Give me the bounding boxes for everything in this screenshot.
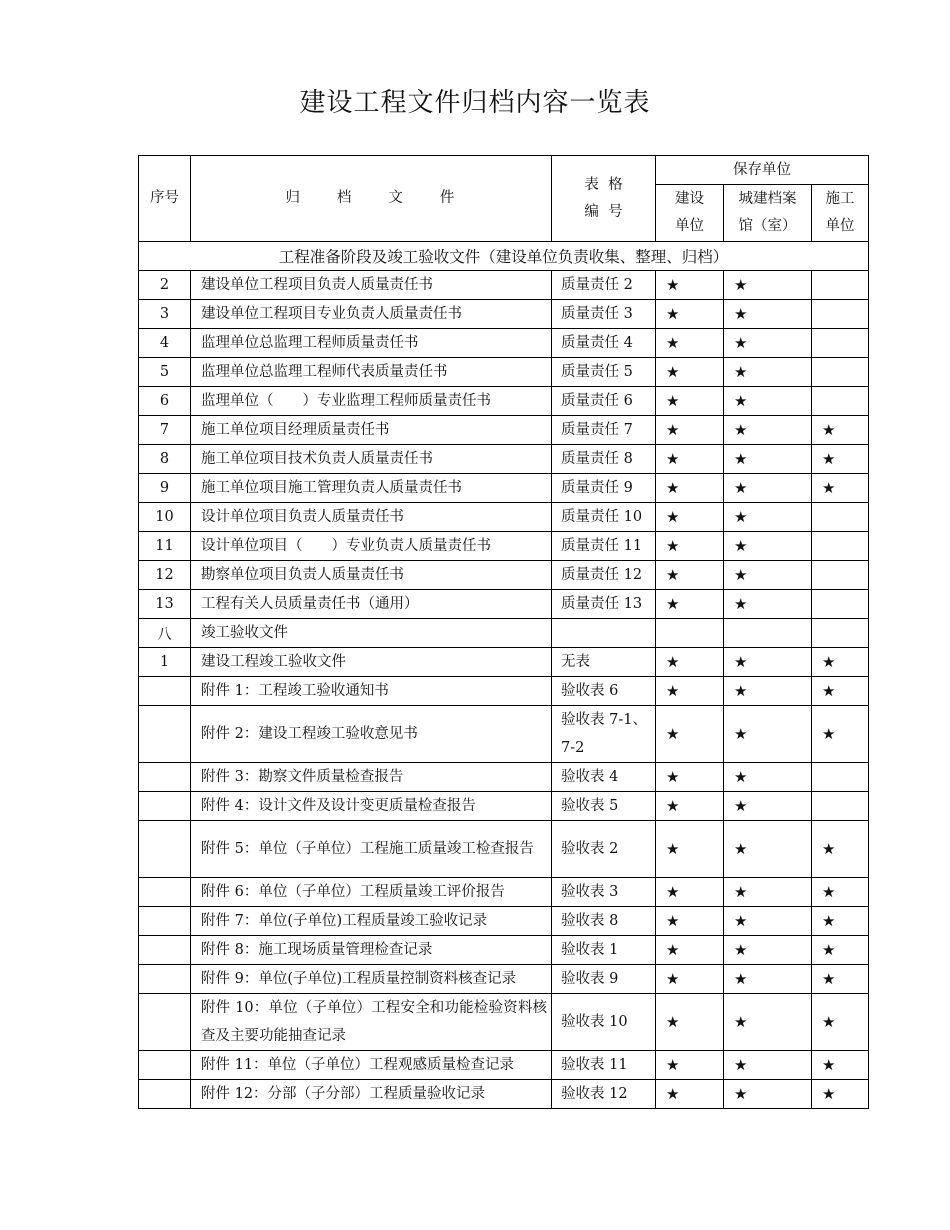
row-owner-star: ★: [656, 763, 724, 792]
table-row: [139, 907, 869, 936]
row-archive-star: ★: [724, 821, 812, 878]
row-owner-star: ★: [656, 532, 724, 561]
row-form-code: 质量责任 10: [552, 503, 656, 532]
row-seq: 10: [139, 503, 191, 532]
section-title-row: 工程准备阶段及竣工验收文件（建设单位负责收集、整理、归档）: [139, 242, 869, 271]
row-archive-star: ★: [724, 358, 812, 387]
table-row: [139, 590, 869, 619]
row-document: 监理单位（ ）专业监理工程师质量责任书: [191, 387, 552, 416]
row-builder-star: ★: [812, 1080, 869, 1109]
row-form-code: 质量责任 4: [552, 329, 656, 358]
row-archive-star: ★: [724, 1080, 812, 1109]
row-document: 建设单位工程项目专业负责人质量责任书: [191, 300, 552, 329]
row-form-code: 验收表 4: [552, 763, 656, 792]
row-document: 附件 12：分部（子分部）工程质量验收记录: [191, 1080, 552, 1109]
row-seq: 11: [139, 532, 191, 561]
row-owner-star: ★: [656, 936, 724, 965]
row-archive-star: ★: [724, 965, 812, 994]
row-form-code: 验收表 5: [552, 792, 656, 821]
header-doc-label: 归 档 文 件: [285, 190, 457, 206]
table-row: [139, 1051, 869, 1080]
row-builder-star: ★: [812, 416, 869, 445]
row-form-code: 无表: [552, 648, 656, 677]
row-document: 附件 7：单位(子单位)工程质量竣工验收记录: [191, 907, 552, 936]
row-builder-star: ★: [812, 936, 869, 965]
row-document: 附件 3：勘察文件质量检查报告: [191, 763, 552, 792]
row-document: 建设工程竣工验收文件: [191, 648, 552, 677]
table-row: [139, 358, 869, 387]
row-builder-star: [812, 329, 869, 358]
row-archive-star: ★: [724, 792, 812, 821]
row-owner-star: ★: [656, 706, 724, 763]
row-form-code: 质量责任 12: [552, 561, 656, 590]
row-form-code: 验收表 9: [552, 965, 656, 994]
row-owner-star: ★: [656, 648, 724, 677]
header-unit-builder-line1: 施工: [825, 191, 855, 207]
row-document: 监理单位总监理工程师代表质量责任书: [191, 358, 552, 387]
row-archive-star: ★: [724, 387, 812, 416]
header-code: [552, 156, 656, 242]
row-owner-star: ★: [656, 387, 724, 416]
row-document: 附件 5：单位（子单位）工程施工质量竣工检查报告: [191, 821, 552, 878]
row-builder-star: [812, 358, 869, 387]
row-builder-star: ★: [812, 648, 869, 677]
row-form-code: 质量责任 8: [552, 445, 656, 474]
row-document: 设计单位项目（ ）专业负责人质量责任书: [191, 532, 552, 561]
header-code-line1: 表 格: [584, 176, 623, 193]
table-row: [139, 271, 869, 300]
row-archive-star: ★: [724, 329, 812, 358]
row-owner-star: ★: [656, 416, 724, 445]
row-archive-star: ★: [724, 532, 812, 561]
row-owner-star: ★: [656, 792, 724, 821]
row-archive-star: ★: [724, 416, 812, 445]
row-document: 附件 1：工程竣工验收通知书: [191, 677, 552, 706]
header-unit-archive-line2: 馆（室）: [738, 218, 797, 234]
table-row: [139, 416, 869, 445]
row-seq: [139, 1051, 191, 1080]
row-seq: [139, 878, 191, 907]
row-owner-star: ★: [656, 300, 724, 329]
row-seq: [139, 1080, 191, 1109]
header-unit-owner: [656, 185, 724, 242]
row-form-code: 验收表 3: [552, 878, 656, 907]
row-form-code: 质量责任 13: [552, 590, 656, 619]
row-seq: 13: [139, 590, 191, 619]
row-builder-star: ★: [812, 965, 869, 994]
row-seq: 12: [139, 561, 191, 590]
row-seq: [139, 936, 191, 965]
row-document: 附件 2：建设工程竣工验收意见书: [191, 706, 552, 763]
table-row: [139, 936, 869, 965]
row-form-code: 质量责任 11: [552, 532, 656, 561]
row-owner-star: ★: [656, 271, 724, 300]
row-seq: 1: [139, 648, 191, 677]
row-document: 工程有关人员质量责任书（通用）: [191, 590, 552, 619]
row-archive-star: [724, 619, 812, 648]
row-document: 附件 6：单位（子单位）工程质量竣工评价报告: [191, 878, 552, 907]
row-archive-star: ★: [724, 590, 812, 619]
header-unit-builder: [812, 185, 869, 242]
row-document: 监理单位总监理工程师质量责任书: [191, 329, 552, 358]
row-form-code: 质量责任 3: [552, 300, 656, 329]
row-owner-star: ★: [656, 677, 724, 706]
row-archive-star: ★: [724, 878, 812, 907]
table-row: [139, 387, 869, 416]
row-document: 设计单位项目负责人质量责任书: [191, 503, 552, 532]
row-archive-star: ★: [724, 474, 812, 503]
row-seq: 八: [139, 619, 191, 648]
row-builder-star: ★: [812, 821, 869, 878]
row-owner-star: ★: [656, 821, 724, 878]
row-archive-star: ★: [724, 1051, 812, 1080]
row-builder-star: [812, 561, 869, 590]
row-owner-star: [656, 619, 724, 648]
row-archive-star: ★: [724, 936, 812, 965]
page-title: 建设工程文件归档内容一览表: [299, 88, 651, 118]
row-form-code: 验收表 8: [552, 907, 656, 936]
row-seq: 6: [139, 387, 191, 416]
row-seq: 9: [139, 474, 191, 503]
row-builder-star: ★: [812, 445, 869, 474]
row-owner-star: ★: [656, 994, 724, 1051]
row-archive-star: ★: [724, 763, 812, 792]
row-owner-star: ★: [656, 329, 724, 358]
header-doc: [191, 156, 552, 242]
row-builder-star: ★: [812, 706, 869, 763]
row-archive-star: ★: [724, 648, 812, 677]
row-archive-star: ★: [724, 994, 812, 1051]
row-form-code: 验收表 10: [552, 994, 656, 1051]
row-builder-star: ★: [812, 907, 869, 936]
row-document: 建设单位工程项目负责人质量责任书: [191, 271, 552, 300]
table-row: [139, 965, 869, 994]
table-row: [139, 329, 869, 358]
row-form-code: 验收表 12: [552, 1080, 656, 1109]
row-builder-star: ★: [812, 474, 869, 503]
row-document: 施工单位项目经理质量责任书: [191, 416, 552, 445]
row-archive-star: ★: [724, 503, 812, 532]
row-form-code: 验收表 7-1、7-2: [552, 706, 656, 763]
row-seq: 3: [139, 300, 191, 329]
row-document: 附件 10：单位（子单位）工程安全和功能检验资料核查及主要功能抽查记录: [191, 994, 552, 1051]
row-archive-star: ★: [724, 561, 812, 590]
header-seq: 序号: [139, 156, 191, 242]
row-document: 附件 4：设计文件及设计变更质量检查报告: [191, 792, 552, 821]
table-row: [139, 706, 869, 763]
row-seq: [139, 706, 191, 763]
row-owner-star: ★: [656, 965, 724, 994]
row-builder-star: [812, 503, 869, 532]
header-storage: 保存单位: [656, 156, 869, 185]
row-document: 施工单位项目施工管理负责人质量责任书: [191, 474, 552, 503]
row-archive-star: ★: [724, 677, 812, 706]
table-row: [139, 878, 869, 907]
table-row: [139, 677, 869, 706]
row-owner-star: ★: [656, 907, 724, 936]
row-owner-star: ★: [656, 474, 724, 503]
row-form-code: 质量责任 6: [552, 387, 656, 416]
row-form-code: [552, 619, 656, 648]
table-row: [139, 300, 869, 329]
row-builder-star: [812, 763, 869, 792]
row-seq: [139, 994, 191, 1051]
row-seq: [139, 821, 191, 878]
row-owner-star: ★: [656, 1080, 724, 1109]
table-row: [139, 474, 869, 503]
row-archive-star: ★: [724, 271, 812, 300]
row-document: 附件 11：单位（子单位）工程观感质量检查记录: [191, 1051, 552, 1080]
header-unit-archive-line1: 城建档案: [738, 191, 797, 207]
table-row: [139, 821, 869, 878]
row-builder-star: ★: [812, 878, 869, 907]
row-form-code: 验收表 11: [552, 1051, 656, 1080]
row-seq: [139, 965, 191, 994]
header-unit-owner-line2: 单位: [675, 218, 704, 234]
row-builder-star: [812, 590, 869, 619]
archive-table: [138, 155, 869, 1109]
row-seq: 2: [139, 271, 191, 300]
row-builder-star: ★: [812, 677, 869, 706]
row-archive-star: ★: [724, 300, 812, 329]
table-row: [139, 1080, 869, 1109]
row-form-code: 质量责任 2: [552, 271, 656, 300]
row-owner-star: ★: [656, 561, 724, 590]
row-builder-star: [812, 532, 869, 561]
header-code-line2: 编 号: [584, 203, 623, 220]
row-document: 施工单位项目技术负责人质量责任书: [191, 445, 552, 474]
row-archive-star: ★: [724, 907, 812, 936]
row-archive-star: ★: [724, 445, 812, 474]
row-seq: [139, 907, 191, 936]
row-document: 附件 8：施工现场质量管理检查记录: [191, 936, 552, 965]
row-seq: 5: [139, 358, 191, 387]
row-seq: 7: [139, 416, 191, 445]
row-builder-star: [812, 792, 869, 821]
table-row: [139, 763, 869, 792]
row-builder-star: [812, 619, 869, 648]
row-form-code: 验收表 6: [552, 677, 656, 706]
table-row: [139, 445, 869, 474]
row-owner-star: ★: [656, 1051, 724, 1080]
table-row: [139, 532, 869, 561]
row-document: 竣工验收文件: [191, 619, 552, 648]
row-form-code: 质量责任 9: [552, 474, 656, 503]
row-seq: [139, 763, 191, 792]
row-archive-star: ★: [724, 706, 812, 763]
table-row: [139, 619, 869, 648]
header-unit-archive: [724, 185, 812, 242]
row-builder-star: [812, 300, 869, 329]
row-builder-star: ★: [812, 994, 869, 1051]
row-seq: [139, 677, 191, 706]
table-row: [139, 994, 869, 1051]
header-unit-owner-line1: 建设: [675, 191, 704, 207]
row-seq: 8: [139, 445, 191, 474]
header-unit-builder-line2: 单位: [825, 218, 855, 234]
row-form-code: 验收表 1: [552, 936, 656, 965]
table-row: [139, 561, 869, 590]
row-seq: [139, 792, 191, 821]
row-builder-star: [812, 387, 869, 416]
row-builder-star: [812, 271, 869, 300]
table-row: [139, 648, 869, 677]
row-form-code: 质量责任 5: [552, 358, 656, 387]
row-document: 勘察单位项目负责人质量责任书: [191, 561, 552, 590]
row-owner-star: ★: [656, 445, 724, 474]
table-row: [139, 503, 869, 532]
table-row: [139, 792, 869, 821]
row-seq: 4: [139, 329, 191, 358]
row-owner-star: ★: [656, 878, 724, 907]
row-owner-star: ★: [656, 503, 724, 532]
row-document: 附件 9：单位(子单位)工程质量控制资料核查记录: [191, 965, 552, 994]
row-form-code: 验收表 2: [552, 821, 656, 878]
row-form-code: 质量责任 7: [552, 416, 656, 445]
row-owner-star: ★: [656, 358, 724, 387]
row-owner-star: ★: [656, 590, 724, 619]
row-builder-star: ★: [812, 1051, 869, 1080]
